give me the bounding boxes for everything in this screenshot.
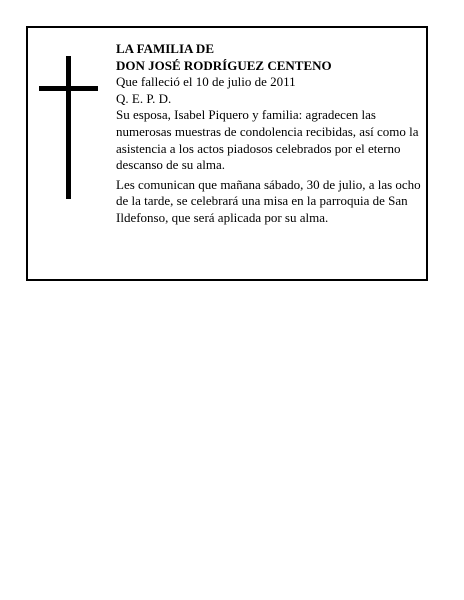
heading-deceased-name: DON JOSÉ RODRÍGUEZ CENTENO xyxy=(116,57,332,73)
rip-text: Q. E. P. D. xyxy=(116,90,172,106)
heading-family: LA FAMILIA DE xyxy=(116,41,214,56)
death-date: Que falleció el 10 de julio de 2011 xyxy=(116,74,296,90)
cross-vertical-bar xyxy=(66,56,71,199)
thanks-paragraph: Su esposa, Isabel Piquero y familia: agradecen las numerosas muestras de condolencia recibidas, así como la asistencia a los actos piadosos celebrados por el eterno descanso de su alma. xyxy=(116,107,419,173)
mass-announcement-paragraph: Les comunican que mañana sábado, 30 de julio, a las ocho de la tarde, se celebrará una misa en la parroquia de San Ildefonso, que será aplicada por su alma. xyxy=(116,176,421,225)
obituary-notice xyxy=(26,26,428,281)
notice-text xyxy=(116,41,421,227)
cross-horizontal-bar xyxy=(39,86,98,91)
